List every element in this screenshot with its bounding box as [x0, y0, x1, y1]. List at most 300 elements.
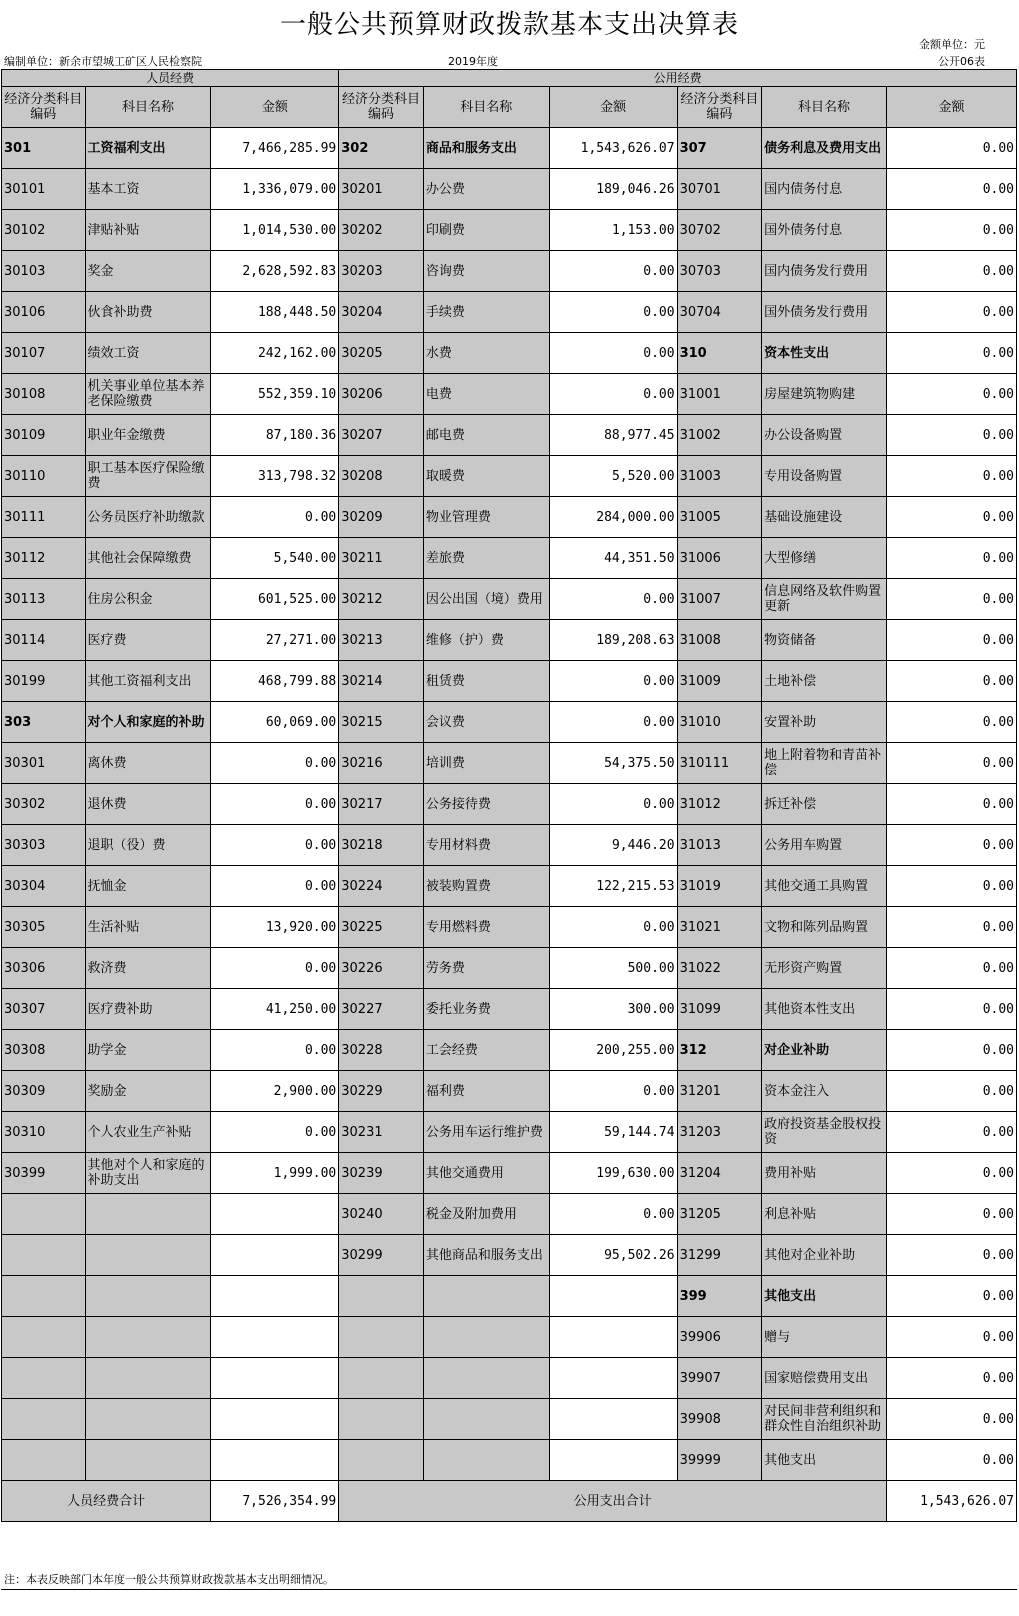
cell-code [339, 1358, 424, 1399]
cell-name: 差旅费 [423, 538, 549, 579]
cell-code: 30216 [339, 743, 424, 784]
cell-name [85, 1276, 211, 1317]
column-header-code: 经济分类科目编码 [677, 87, 762, 128]
cell-amount: 0.00 [886, 415, 1016, 456]
cell-code: 31003 [677, 456, 762, 497]
compiling-unit-label: 编制单位：新余市望城工矿区人民检察院 [4, 55, 202, 68]
table-row [2, 948, 1017, 989]
cell-name: 其他资本性支出 [762, 989, 887, 1030]
cell-name: 生活补贴 [85, 907, 211, 948]
cell-code: 307 [677, 128, 762, 169]
cell-name: 福利费 [423, 1071, 549, 1112]
cell-amount: 0.00 [211, 784, 339, 825]
cell-name: 其他对个人和家庭的补助支出 [85, 1153, 211, 1194]
cell-code: 31009 [677, 661, 762, 702]
cell-code: 30204 [339, 292, 424, 333]
cell-amount [549, 1317, 677, 1358]
cell-name: 物资储备 [762, 620, 887, 661]
cell-amount [211, 1194, 339, 1235]
cell-code: 30240 [339, 1194, 424, 1235]
cell-code: 30202 [339, 210, 424, 251]
cell-amount: 5,540.00 [211, 538, 339, 579]
cell-code [339, 1317, 424, 1358]
cell-amount: 0.00 [886, 784, 1016, 825]
cell-amount [549, 1440, 677, 1481]
cell-name: 对企业补助 [762, 1030, 887, 1071]
cell-code: 30207 [339, 415, 424, 456]
cell-amount: 0.00 [886, 1358, 1016, 1399]
cell-amount: 0.00 [549, 251, 677, 292]
table-number-label: 公开06表 [938, 55, 985, 68]
cell-amount: 0.00 [549, 333, 677, 374]
cell-code: 30702 [677, 210, 762, 251]
cell-code: 31012 [677, 784, 762, 825]
cell-amount: 0.00 [886, 1153, 1016, 1194]
cell-amount: 44,351.50 [549, 538, 677, 579]
cell-code [2, 1317, 86, 1358]
cell-code: 30308 [2, 1030, 86, 1071]
cell-amount: 0.00 [886, 292, 1016, 333]
cell-amount: 0.00 [886, 579, 1016, 620]
cell-code: 310111 [677, 743, 762, 784]
cell-amount: 0.00 [211, 497, 339, 538]
cell-name: 被装购置费 [423, 866, 549, 907]
cell-name: 地上附着物和青苗补偿 [762, 743, 887, 784]
table-row [2, 661, 1017, 702]
cell-amount: 0.00 [549, 1071, 677, 1112]
cell-name: 职工基本医疗保险缴费 [85, 456, 211, 497]
cell-name: 基本工资 [85, 169, 211, 210]
cell-code: 31204 [677, 1153, 762, 1194]
cell-name: 工资福利支出 [85, 128, 211, 169]
cell-amount: 0.00 [886, 948, 1016, 989]
column-header-amount: 金额 [549, 87, 677, 128]
cell-amount: 0.00 [549, 661, 677, 702]
cell-code: 30215 [339, 702, 424, 743]
cell-name: 其他社会保障缴费 [85, 538, 211, 579]
cell-name: 大型修缮 [762, 538, 887, 579]
cell-amount [211, 1399, 339, 1440]
cell-code [2, 1358, 86, 1399]
cell-code: 31022 [677, 948, 762, 989]
cell-amount: 0.00 [886, 825, 1016, 866]
table-row [2, 1153, 1017, 1194]
cell-amount: 2,628,592.83 [211, 251, 339, 292]
cell-amount: 2,900.00 [211, 1071, 339, 1112]
cell-name: 津贴补贴 [85, 210, 211, 251]
cell-code: 31099 [677, 989, 762, 1030]
cell-name: 其他商品和服务支出 [423, 1235, 549, 1276]
cell-code: 30303 [2, 825, 86, 866]
cell-amount: 9,446.20 [549, 825, 677, 866]
cell-name: 物业管理费 [423, 497, 549, 538]
cell-code [2, 1276, 86, 1317]
cell-amount: 0.00 [549, 784, 677, 825]
cell-amount [211, 1235, 339, 1276]
cell-name: 土地补偿 [762, 661, 887, 702]
cell-name [85, 1235, 211, 1276]
cell-amount: 0.00 [886, 128, 1016, 169]
table-row [2, 620, 1017, 661]
cell-code: 30399 [2, 1153, 86, 1194]
cell-name: 国外债务付息 [762, 210, 887, 251]
cell-amount [211, 1358, 339, 1399]
cell-code: 30109 [2, 415, 86, 456]
column-header-name: 科目名称 [423, 87, 549, 128]
table-row [2, 497, 1017, 538]
cell-code: 30305 [2, 907, 86, 948]
cell-name: 对民间非营利组织和群众性自治组织补助 [762, 1399, 887, 1440]
cell-name: 国外债务发行费用 [762, 292, 887, 333]
column-header-name: 科目名称 [762, 87, 887, 128]
cell-code: 303 [2, 702, 86, 743]
cell-code: 30226 [339, 948, 424, 989]
cell-code: 39906 [677, 1317, 762, 1358]
table-row [2, 456, 1017, 497]
cell-code: 30214 [339, 661, 424, 702]
cell-name: 国家赔偿费用支出 [762, 1358, 887, 1399]
cell-code: 30101 [2, 169, 86, 210]
cell-name: 其他工资福利支出 [85, 661, 211, 702]
totals-row [2, 1481, 1017, 1522]
cell-code: 30108 [2, 374, 86, 415]
table-row [2, 1358, 1017, 1399]
cell-name: 助学金 [85, 1030, 211, 1071]
cell-name: 专用燃料费 [423, 907, 549, 948]
cell-name [423, 1358, 549, 1399]
cell-amount: 5,520.00 [549, 456, 677, 497]
cell-code: 30227 [339, 989, 424, 1030]
cell-name: 拆迁补偿 [762, 784, 887, 825]
cell-amount [549, 1276, 677, 1317]
table-row [2, 743, 1017, 784]
cell-name: 手续费 [423, 292, 549, 333]
expenditure-table [1, 69, 1017, 1522]
cell-amount: 0.00 [886, 1399, 1016, 1440]
cell-name: 其他支出 [762, 1276, 887, 1317]
note-divider [1, 1589, 1017, 1590]
cell-code: 30201 [339, 169, 424, 210]
cell-code [2, 1235, 86, 1276]
table-row [2, 1030, 1017, 1071]
cell-code: 30111 [2, 497, 86, 538]
cell-code: 30224 [339, 866, 424, 907]
cell-name: 劳务费 [423, 948, 549, 989]
cell-name: 工会经费 [423, 1030, 549, 1071]
cell-amount: 0.00 [886, 169, 1016, 210]
cell-name: 奖励金 [85, 1071, 211, 1112]
cell-name: 房屋建筑物购建 [762, 374, 887, 415]
cell-name: 专用材料费 [423, 825, 549, 866]
cell-amount: 0.00 [211, 1030, 339, 1071]
cell-name [85, 1194, 211, 1235]
cell-code: 30701 [677, 169, 762, 210]
table-row [2, 907, 1017, 948]
cell-code: 31002 [677, 415, 762, 456]
cell-name: 费用补贴 [762, 1153, 887, 1194]
cell-code: 30102 [2, 210, 86, 251]
cell-name: 取暖费 [423, 456, 549, 497]
cell-code: 31010 [677, 702, 762, 743]
cell-amount: 500.00 [549, 948, 677, 989]
cell-amount: 13,920.00 [211, 907, 339, 948]
cell-name: 印刷费 [423, 210, 549, 251]
public-group-header: 公用经费 [339, 70, 1017, 87]
cell-amount: 313,798.32 [211, 456, 339, 497]
table-row [2, 1317, 1017, 1358]
cell-code: 30112 [2, 538, 86, 579]
cell-amount: 0.00 [886, 1276, 1016, 1317]
cell-code: 30703 [677, 251, 762, 292]
cell-code: 30225 [339, 907, 424, 948]
cell-amount: 0.00 [886, 333, 1016, 374]
cell-code: 31203 [677, 1112, 762, 1153]
cell-name: 电费 [423, 374, 549, 415]
personnel-group-header: 人员经费 [2, 70, 339, 87]
cell-code: 30211 [339, 538, 424, 579]
column-header-amount: 金额 [886, 87, 1016, 128]
cell-name: 咨询费 [423, 251, 549, 292]
cell-code [2, 1399, 86, 1440]
cell-amount: 0.00 [211, 948, 339, 989]
cell-amount: 95,502.26 [549, 1235, 677, 1276]
cell-name: 利息补贴 [762, 1194, 887, 1235]
cell-amount: 0.00 [211, 743, 339, 784]
cell-amount: 41,250.00 [211, 989, 339, 1030]
cell-code [339, 1440, 424, 1481]
cell-amount: 0.00 [211, 1112, 339, 1153]
cell-name: 奖金 [85, 251, 211, 292]
cell-code: 30304 [2, 866, 86, 907]
cell-code: 30307 [2, 989, 86, 1030]
cell-name: 公务用车运行维护费 [423, 1112, 549, 1153]
cell-name [423, 1440, 549, 1481]
cell-name: 税金及附加费用 [423, 1194, 549, 1235]
cell-name: 国内债务付息 [762, 169, 887, 210]
cell-name: 因公出国（境）费用 [423, 579, 549, 620]
cell-name: 邮电费 [423, 415, 549, 456]
cell-code: 30106 [2, 292, 86, 333]
cell-amount: 0.00 [886, 1194, 1016, 1235]
cell-code: 30231 [339, 1112, 424, 1153]
cell-code: 30299 [339, 1235, 424, 1276]
cell-amount: 27,271.00 [211, 620, 339, 661]
cell-code: 30209 [339, 497, 424, 538]
public-total-label: 公用支出合计 [339, 1481, 887, 1522]
cell-code: 30239 [339, 1153, 424, 1194]
cell-code: 30301 [2, 743, 86, 784]
cell-name: 文物和陈列品购置 [762, 907, 887, 948]
cell-name [85, 1358, 211, 1399]
cell-name: 职业年金缴费 [85, 415, 211, 456]
cell-name: 个人农业生产补贴 [85, 1112, 211, 1153]
cell-code: 399 [677, 1276, 762, 1317]
cell-name: 退休费 [85, 784, 211, 825]
cell-code: 30302 [2, 784, 86, 825]
cell-name: 基础设施建设 [762, 497, 887, 538]
cell-code: 39907 [677, 1358, 762, 1399]
cell-name: 商品和服务支出 [423, 128, 549, 169]
cell-name: 培训费 [423, 743, 549, 784]
cell-name: 伙食补助费 [85, 292, 211, 333]
cell-code: 301 [2, 128, 86, 169]
column-header-code: 经济分类科目编码 [339, 87, 424, 128]
cell-amount: 200,255.00 [549, 1030, 677, 1071]
column-header-amount: 金额 [211, 87, 339, 128]
cell-name: 水费 [423, 333, 549, 374]
cell-code: 30114 [2, 620, 86, 661]
cell-name: 委托业务费 [423, 989, 549, 1030]
cell-amount: 54,375.50 [549, 743, 677, 784]
cell-amount: 0.00 [886, 538, 1016, 579]
column-header-row [2, 87, 1017, 128]
table-row [2, 1276, 1017, 1317]
cell-code: 30228 [339, 1030, 424, 1071]
cell-code: 31007 [677, 579, 762, 620]
cell-code: 30306 [2, 948, 86, 989]
cell-amount: 189,208.63 [549, 620, 677, 661]
cell-amount: 0.00 [886, 1071, 1016, 1112]
cell-amount: 468,799.88 [211, 661, 339, 702]
cell-amount: 189,046.26 [549, 169, 677, 210]
cell-code: 30199 [2, 661, 86, 702]
table-row [2, 579, 1017, 620]
cell-amount: 188,448.50 [211, 292, 339, 333]
cell-amount: 0.00 [886, 210, 1016, 251]
table-row [2, 1071, 1017, 1112]
cell-name: 其他支出 [762, 1440, 887, 1481]
cell-amount: 1,543,626.07 [549, 128, 677, 169]
cell-amount: 0.00 [549, 292, 677, 333]
table-row [2, 1399, 1017, 1440]
cell-amount: 284,000.00 [549, 497, 677, 538]
amount-unit-label: 金额单位：元 [919, 38, 985, 51]
cell-code: 31008 [677, 620, 762, 661]
table-row [2, 169, 1017, 210]
cell-amount [211, 1317, 339, 1358]
cell-code: 30203 [339, 251, 424, 292]
cell-code [339, 1276, 424, 1317]
personnel-total-label: 人员经费合计 [2, 1481, 211, 1522]
fiscal-year-label: 2019年度 [448, 55, 498, 68]
cell-code: 30208 [339, 456, 424, 497]
cell-amount [211, 1276, 339, 1317]
cell-amount: 0.00 [886, 374, 1016, 415]
cell-amount: 1,014,530.00 [211, 210, 339, 251]
cell-amount: 300.00 [549, 989, 677, 1030]
table-note: 注：本表反映部门本年度一般公共预算财政拨款基本支出明细情况。 [4, 1573, 334, 1586]
cell-amount: 0.00 [886, 1112, 1016, 1153]
column-header-name: 科目名称 [85, 87, 211, 128]
table-row [2, 1440, 1017, 1481]
cell-name: 债务利息及费用支出 [762, 128, 887, 169]
cell-name [423, 1399, 549, 1440]
cell-name: 专用设备购置 [762, 456, 887, 497]
cell-code: 31299 [677, 1235, 762, 1276]
cell-amount: 199,630.00 [549, 1153, 677, 1194]
cell-code: 30217 [339, 784, 424, 825]
cell-code: 31001 [677, 374, 762, 415]
cell-name: 政府投资基金股权投资 [762, 1112, 887, 1153]
cell-amount: 0.00 [549, 702, 677, 743]
table-row [2, 866, 1017, 907]
cell-name: 赠与 [762, 1317, 887, 1358]
cell-code: 30229 [339, 1071, 424, 1112]
cell-name: 会议费 [423, 702, 549, 743]
cell-name: 无形资产购置 [762, 948, 887, 989]
cell-amount: 0.00 [886, 1440, 1016, 1481]
cell-amount [549, 1399, 677, 1440]
cell-name [85, 1399, 211, 1440]
cell-name: 离休费 [85, 743, 211, 784]
cell-code: 31005 [677, 497, 762, 538]
table-row [2, 538, 1017, 579]
cell-amount: 0.00 [549, 374, 677, 415]
cell-code: 30704 [677, 292, 762, 333]
cell-code: 30205 [339, 333, 424, 374]
cell-code [2, 1194, 86, 1235]
cell-code: 30206 [339, 374, 424, 415]
table-row [2, 1112, 1017, 1153]
cell-name: 公务用车购置 [762, 825, 887, 866]
cell-name [423, 1317, 549, 1358]
cell-name: 公务接待费 [423, 784, 549, 825]
cell-code: 30212 [339, 579, 424, 620]
cell-amount: 0.00 [549, 907, 677, 948]
cell-code: 30309 [2, 1071, 86, 1112]
cell-name: 办公费 [423, 169, 549, 210]
cell-code: 30218 [339, 825, 424, 866]
cell-code: 310 [677, 333, 762, 374]
cell-amount: 0.00 [886, 456, 1016, 497]
table-row [2, 702, 1017, 743]
table-row [2, 1194, 1017, 1235]
table-row [2, 333, 1017, 374]
cell-code: 31201 [677, 1071, 762, 1112]
cell-name: 其他交通工具购置 [762, 866, 887, 907]
public-total-amount: 1,543,626.07 [886, 1481, 1016, 1522]
cell-name: 绩效工资 [85, 333, 211, 374]
cell-name: 其他交通费用 [423, 1153, 549, 1194]
cell-code [2, 1440, 86, 1481]
cell-code: 30113 [2, 579, 86, 620]
cell-name: 对个人和家庭的补助 [85, 702, 211, 743]
cell-name [85, 1440, 211, 1481]
cell-amount: 7,466,285.99 [211, 128, 339, 169]
cell-name: 救济费 [85, 948, 211, 989]
cell-code: 30310 [2, 1112, 86, 1153]
cell-amount: 242,162.00 [211, 333, 339, 374]
cell-name: 其他对企业补助 [762, 1235, 887, 1276]
page-title: 一般公共预算财政拨款基本支出决算表 [279, 10, 739, 40]
cell-amount: 59,144.74 [549, 1112, 677, 1153]
cell-amount: 88,977.45 [549, 415, 677, 456]
cell-amount: 0.00 [211, 866, 339, 907]
cell-amount: 0.00 [886, 251, 1016, 292]
cell-name: 机关事业单位基本养老保险缴费 [85, 374, 211, 415]
cell-code: 39999 [677, 1440, 762, 1481]
table-row [2, 374, 1017, 415]
cell-code: 30213 [339, 620, 424, 661]
cell-name: 信息网络及软件购置更新 [762, 579, 887, 620]
cell-code: 30103 [2, 251, 86, 292]
cell-amount: 122,215.53 [549, 866, 677, 907]
cell-code: 31021 [677, 907, 762, 948]
table-row [2, 784, 1017, 825]
cell-name: 办公设备购置 [762, 415, 887, 456]
cell-amount: 1,999.00 [211, 1153, 339, 1194]
cell-name [423, 1276, 549, 1317]
